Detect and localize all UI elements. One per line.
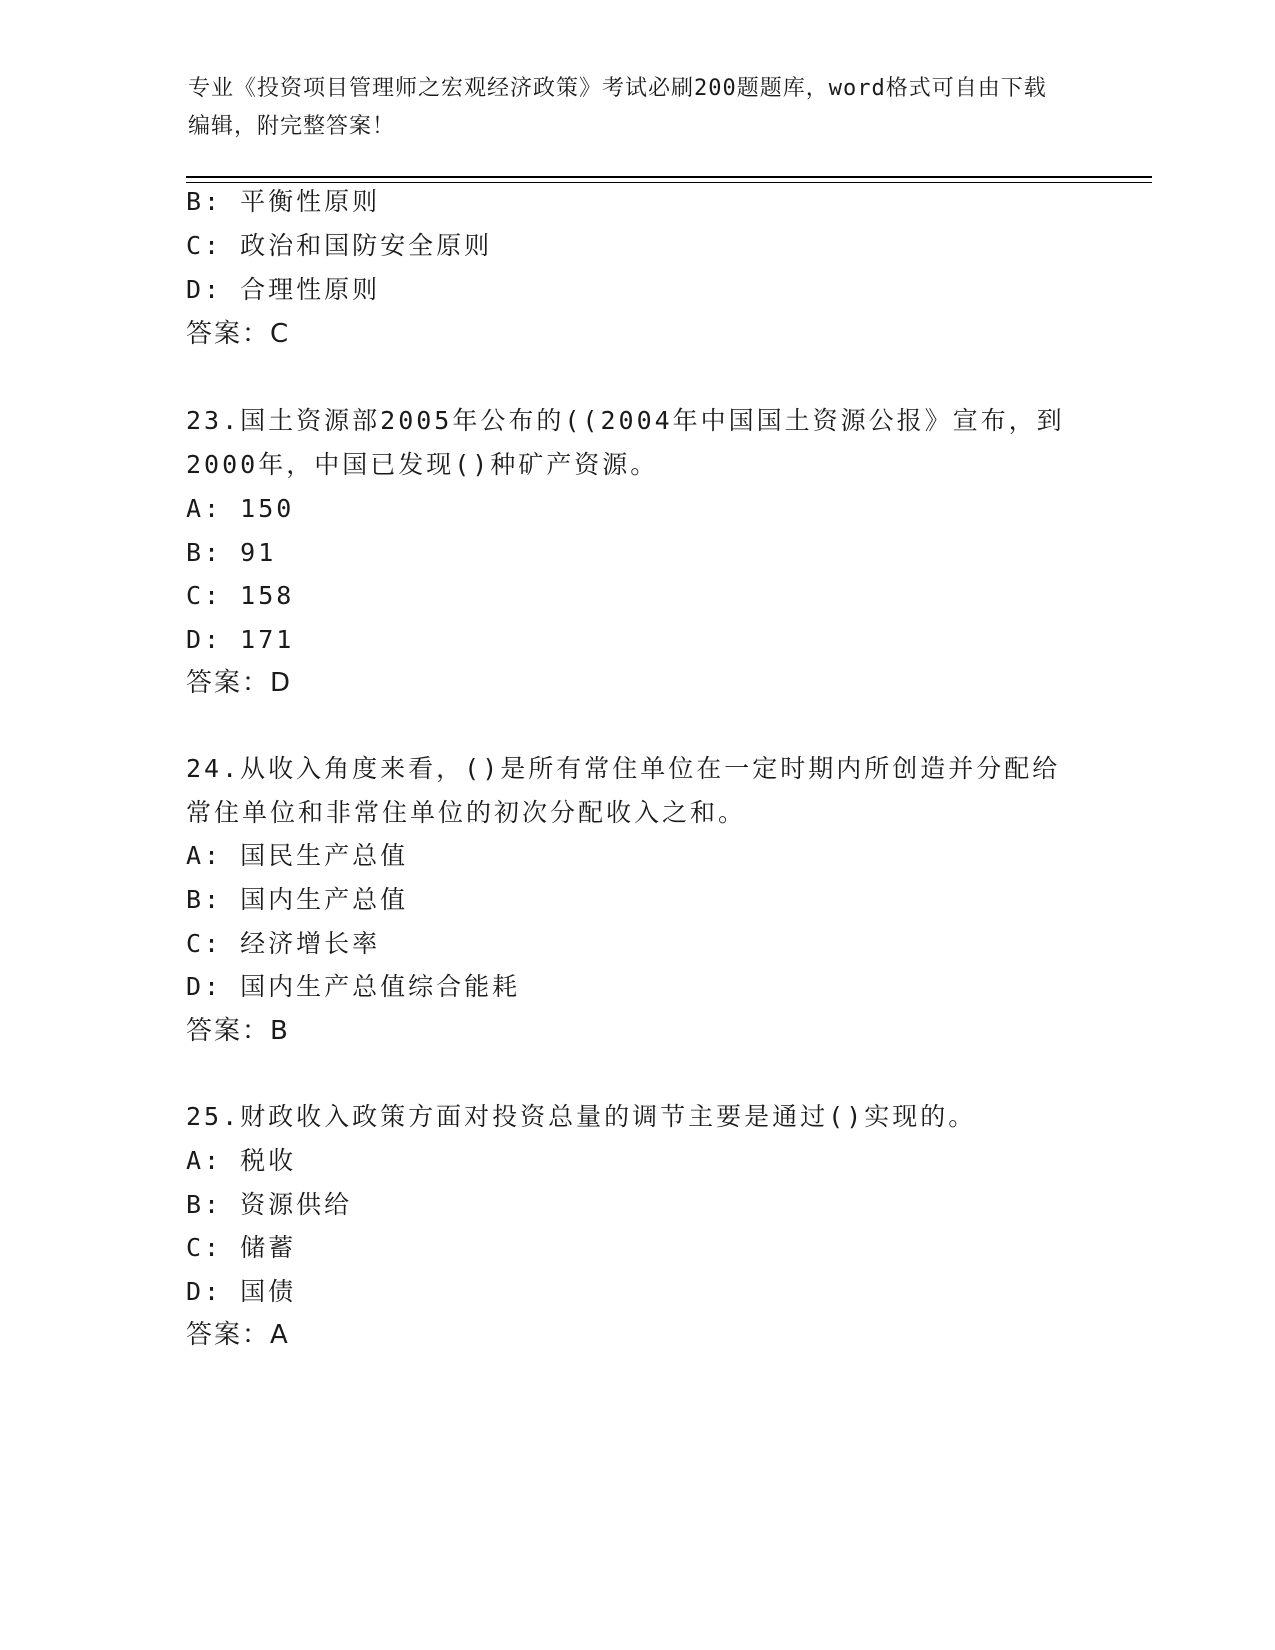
q24-answer: 答案：B — [186, 1016, 290, 1046]
q23-answer: 答案：D — [186, 668, 293, 698]
q24-option-c: C: 经济增长率 — [186, 929, 381, 958]
q25-option-a: A: 税收 — [186, 1146, 297, 1175]
q24-option-d: D: 国内生产总值综合能耗 — [186, 972, 521, 1001]
q22-option-b: B: 平衡性原则 — [186, 187, 381, 216]
q25-option-b: B: 资源供给 — [186, 1190, 353, 1219]
q23-stem-line1: 23.国土资源部2005年公布的((2004年中国国土资源公报》宣布，到 — [186, 406, 1065, 435]
q23-option-b: B: 91 — [186, 538, 277, 567]
q25-option-c: C: 储蓄 — [186, 1233, 297, 1262]
q23-option-d: D: 171 — [186, 625, 295, 654]
document-header: 专业《投资项目管理师之宏观经济政策》考试必刷200题题库，word格式可自由下载编辑，附完整答案！ — [188, 76, 1047, 139]
q25-answer: 答案：A — [186, 1320, 290, 1350]
q23-stem-line2: 2000年，中国已发现()种矿产资源。 — [186, 450, 659, 479]
q24-stem-line1: 24.从收入角度来看，()是所有常住单位在一定时期内所创造并分配给 — [186, 754, 1061, 783]
q24-option-a: A: 国民生产总值 — [186, 841, 409, 870]
q23-option-a: A: 150 — [186, 494, 295, 523]
q24-stem-line2: 常住单位和非常住单位的初次分配收入之和。 — [186, 798, 747, 827]
q25-stem-line1: 25.财政收入政策方面对投资总量的调节主要是通过()实现的。 — [186, 1102, 977, 1131]
q24-option-b: B: 国内生产总值 — [186, 885, 409, 914]
header-divider-thick — [186, 176, 1152, 178]
q22-option-d: D: 合理性原则 — [186, 275, 381, 304]
q22-answer: 答案：C — [186, 319, 291, 349]
q23-option-c: C: 158 — [186, 581, 295, 610]
header-divider-thin — [186, 182, 1152, 183]
q22-option-c: C: 政治和国防安全原则 — [186, 231, 493, 260]
q25-option-d: D: 国债 — [186, 1277, 297, 1306]
